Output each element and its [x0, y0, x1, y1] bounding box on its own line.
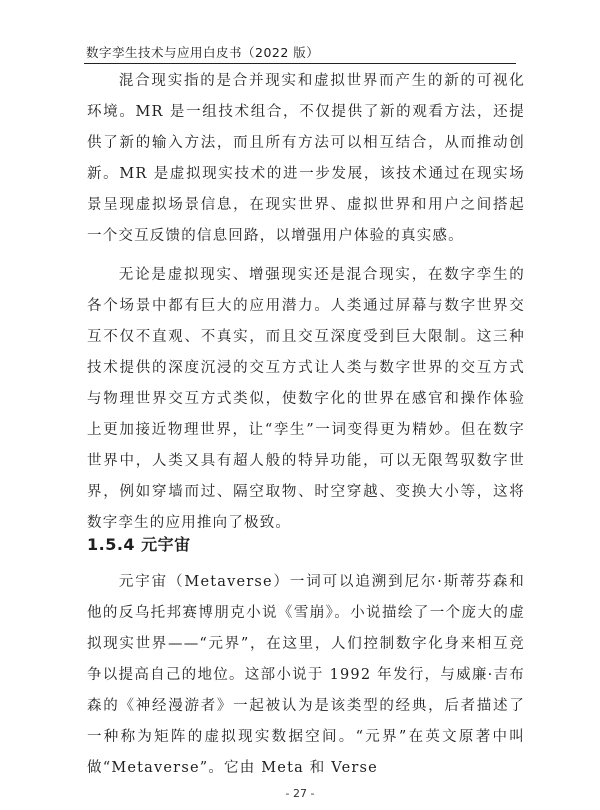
- body-paragraph-mixed-reality: 混合现实指的是合并现实和虚拟世界而产生的新的可视化环境。MR 是一组技术组合，不仅提供了新的观看方法，还提供了新的输入方法，而且所有方法可以相互结合，从而推动创新。MR 是虚拟现实技术的进一步发展，该技术通过在现实场景呈现虚拟场景信息，在现实世界、虚拟世界和用户之间搭起一个交互反馈的信息回路，以增强用户体验的真实感。: [87, 73, 525, 244]
- header-divider: [84, 63, 516, 64]
- body-paragraph-metaverse: 元宇宙（Metaverse）一词可以追溯到尼尔·斯蒂芬森和他的反乌托邦赛博朋克小说《雪崩》。小说描绘了一个庞大的虚拟现实世界——“元界”，在这里，人们控制数字化身来相互竞争以提高自己的地位。这部小说于 1992 年发行，与威廉·吉布森的《神经漫游者》一起被认为是该类型的经典，后者描述了一种称为矩阵的虚拟现实数据空间。“元界”在英文原著中叫做“Metaverse”。它由 Meta 和 Verse: [87, 574, 525, 776]
- body-paragraph-xr-applications: 无论是虚拟现实、增强现实还是混合现实，在数字孪生的各个场景中都有巨大的应用潜力。人类通过屏幕与数字世界交互不仅不直观、不真实，而且交互深度受到巨大限制。这三种技术提供的深度沉浸的交互方式让人类与数字世界的交互方式与物理世界交互方式类似，使数字化的世界在感官和操作体验上更加接近物理世界，让“孪生”一词变得更为精妙。但在数字世界中，人类又具有超人般的特异功能，可以无限驾驭数字世界，例如穿墙而过、隔空取物、时空穿越、变换大小等，这将数字孪生的应用推向了极致。: [87, 267, 525, 531]
- running-header-title: 数字孪生技术与应用白皮书（2022 版）: [86, 45, 320, 60]
- page-number: - 27 -: [285, 787, 315, 800]
- section-heading-metaverse: 1.5.4 元宇宙: [87, 535, 191, 554]
